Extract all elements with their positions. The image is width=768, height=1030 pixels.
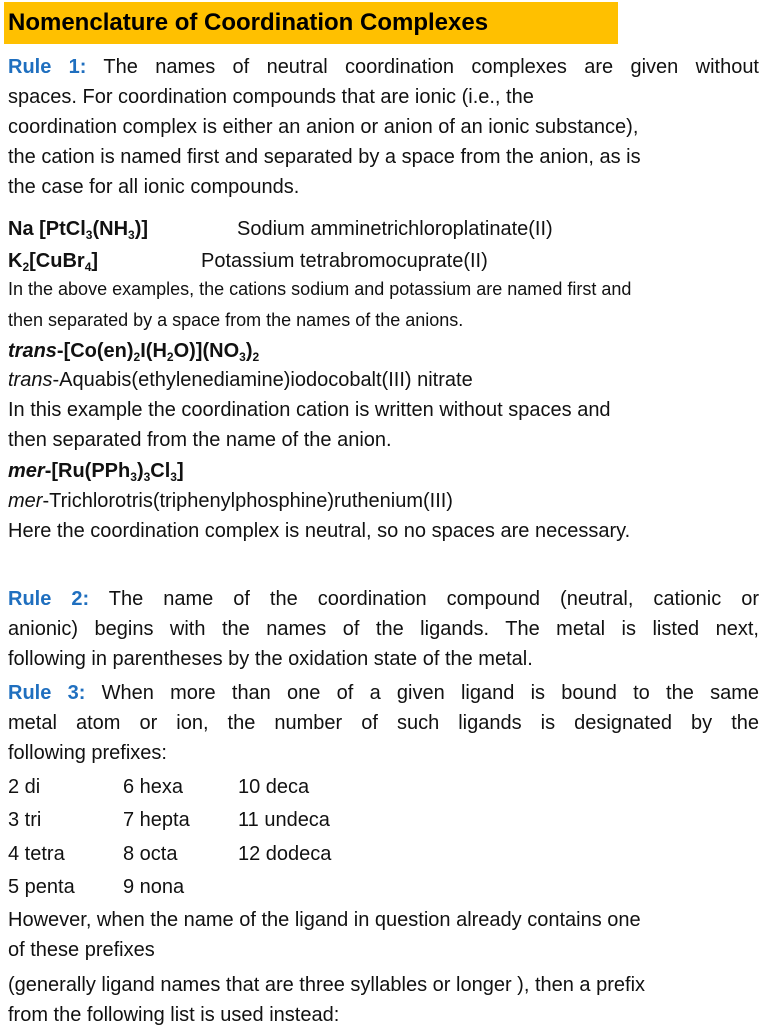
- example3-note-1: In this example the coordination cation is written without spaces and: [8, 399, 611, 421]
- prefix-item: 9 nona: [123, 876, 185, 898]
- example4-name: mer-Trichlorotris(triphenylphosphine)ruthenium(III): [8, 490, 453, 512]
- example3-name: trans-Aquabis(ethylenediamine)iodocobalt(III) nitrate: [8, 369, 473, 391]
- prefix-item: 2 di: [8, 776, 41, 798]
- example2-formula: $K_2[CuBr_4]$: [8, 250, 99, 274]
- example4-note: Here the coordination complex is neutral, so no spaces are necessary.: [8, 520, 631, 542]
- rule2-line-3: following in parentheses by the oxidation state of the metal.: [8, 648, 533, 670]
- rule1-line-1: [8, 52, 759, 82]
- closing-line-4: from the following list is used instead:: [8, 1004, 340, 1026]
- prefix-item: 6 hexa: [123, 776, 184, 798]
- closing-line-1: However, when the name of the ligand in question already contains one: [8, 909, 641, 931]
- rule2-line-1: Rule 2: The name of the coordination compound (neutral, cationic or: [8, 588, 759, 610]
- prefix-item: 8 octa: [123, 843, 178, 865]
- rule1-line-2: spaces. For coordination compounds that are ionic (i.e., the: [8, 86, 534, 108]
- prefix-item: 11 undeca: [238, 809, 330, 831]
- rule3-line-2: metal atom or ion, the number of such ligands is designated by the: [8, 712, 759, 734]
- closing-line-3: (generally ligand names that are three syllables or longer ), then a prefix: [8, 974, 646, 996]
- rule1-line-3: coordination complex is either an anion or anion of an ionic substance),: [8, 116, 639, 138]
- prefix-item: 12 dodeca: [238, 843, 332, 865]
- page-title: Nomenclature of Coordination Complexes: [4, 2, 618, 44]
- rule1-line-5: the case for all ionic compounds.: [8, 176, 300, 198]
- rule3-line-3: following prefixes:: [8, 742, 167, 764]
- example1-name: Sodium amminetrichloroplatinate(II): [237, 218, 553, 240]
- prefix-item: 3 tri: [8, 809, 42, 831]
- examples-note-2: then separated by a space from the names of the anions.: [8, 310, 464, 330]
- examples-note-1: In the above examples, the cations sodium and potassium are named first and: [8, 279, 632, 299]
- example2-name: Potassium tetrabromocuprate(II): [201, 250, 488, 272]
- prefix-item: 10 deca: [238, 776, 310, 798]
- rule1-line-4: the cation is named first and separated by a space from the anion, as is: [8, 146, 641, 168]
- example3-note-2: then separated from the name of the anion.: [8, 429, 392, 451]
- prefix-item: 4 tetra: [8, 843, 65, 865]
- rule1-text-1: The names of neutral coordination complexes are given without: [86, 56, 759, 78]
- prefix-item: 7 hepta: [123, 809, 190, 831]
- prefix-item: 5 penta: [8, 876, 75, 898]
- example3-formula: trans-$[Co(en)_2I(H_2O)](NO_3)_2$: [8, 340, 260, 364]
- example4-formula: mer-$[Ru(PPh_3)_3Cl_3]$: [8, 460, 184, 484]
- rule1-label: Rule 1:: [8, 56, 87, 78]
- rule2-label: Rule 2:: [8, 588, 90, 610]
- closing-line-2: of these prefixes: [8, 939, 155, 961]
- rule3-line-1: Rule 3: When more than one of a given ligand is bound to the same: [8, 682, 759, 704]
- rule2-line-2: anionic) begins with the names of the ligands. The metal is listed next,: [8, 618, 759, 640]
- example1-formula: Na $[PtCl_3(NH_3)]$: [8, 218, 149, 242]
- rule3-label: Rule 3:: [8, 682, 86, 704]
